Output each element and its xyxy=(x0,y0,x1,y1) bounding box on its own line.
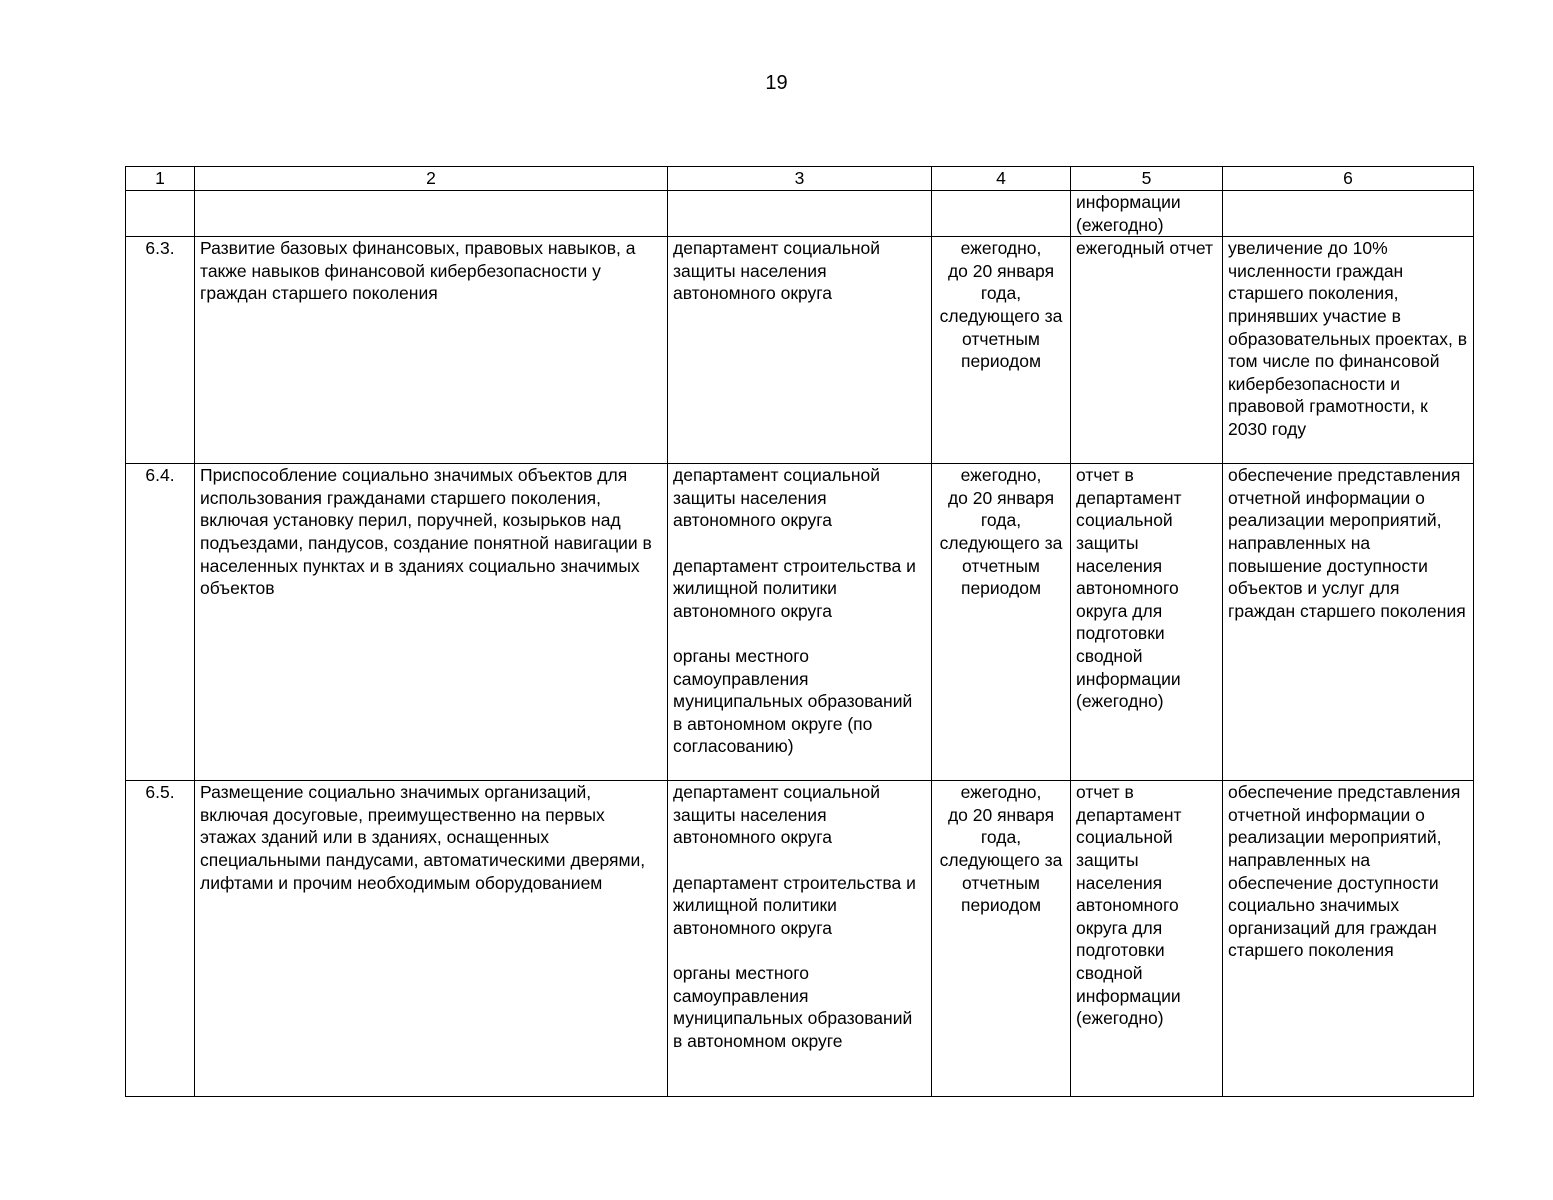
activity-cell xyxy=(195,191,668,237)
executor-cell xyxy=(668,191,932,237)
executor-cell: департамент социальной защиты населения автономного округа департамент строительства и жилищной политики автономного округа органы местного самоуправления муниципальных образований в автономном округе xyxy=(668,781,932,1097)
column-header: 4 xyxy=(932,167,1071,191)
activity-cell: Приспособление социально значимых объектов для использования гражданами старшего поколения, включая установку перил, поручней, козырьков над подъездами, пандусов, создание понятной навигации в населенных пунктах и в зданиях социально значимых объектов xyxy=(195,464,668,781)
deadline-cell: ежегодно, до 20 января года, следующего за отчетным периодом xyxy=(932,464,1071,781)
result-cell xyxy=(1223,191,1474,237)
report-form-cell: информации (ежегодно) xyxy=(1071,191,1223,237)
deadline-cell xyxy=(932,191,1071,237)
column-header: 5 xyxy=(1071,167,1223,191)
report-form-cell: отчет в департамент социальной защиты населения автономного округа для подготовки сводной информации (ежегодно) xyxy=(1071,464,1223,781)
result-cell: обеспечение представления отчетной информации о реализации мероприятий, направленных на повышение доступности объектов и услуг для граждан старшего поколения xyxy=(1223,464,1474,781)
row-number xyxy=(126,191,195,237)
activity-cell: Развитие базовых финансовых, правовых навыков, а также навыков финансовой кибербезопасности у граждан старшего поколения xyxy=(195,237,668,464)
activity-cell: Размещение социально значимых организаций, включая досуговые, преимущественно на первых этажах зданий или в зданиях, оснащенных специальными пандусами, автоматическими дверями, лифтами и прочим необходимым оборудованием xyxy=(195,781,668,1097)
row-number: 6.3. xyxy=(126,237,195,464)
deadline-cell: ежегодно, до 20 января года, следующего за отчетным периодом xyxy=(932,781,1071,1097)
table-row xyxy=(126,237,1474,464)
row-number: 6.5. xyxy=(126,781,195,1097)
result-cell: обеспечение представления отчетной информации о реализации мероприятий, направленных на обеспечение доступности социально значимых организаций для граждан старшего поколения xyxy=(1223,781,1474,1097)
report-form-cell: отчет в департамент социальной защиты населения автономного округа для подготовки сводной информации (ежегодно) xyxy=(1071,781,1223,1097)
deadline-cell: ежегодно, до 20 января года, следующего за отчетным периодом xyxy=(932,237,1071,464)
column-header: 6 xyxy=(1223,167,1474,191)
table-header-row xyxy=(126,167,1474,191)
executor-cell: департамент социальной защиты населения автономного округа xyxy=(668,237,932,464)
measures-table xyxy=(125,166,1474,1097)
result-cell: увеличение до 10% численности граждан старшего поколения, принявших участие в образовательных проектах, в том числе по финансовой кибербезопасности и правовой грамотности, к 2030 году xyxy=(1223,237,1474,464)
executor-cell: департамент социальной защиты населения автономного округа департамент строительства и жилищной политики автономного округа органы местного самоуправления муниципальных образований в автономном округе (по согласованию) xyxy=(668,464,932,781)
page-number: 19 xyxy=(765,72,788,94)
column-header: 3 xyxy=(668,167,932,191)
column-header: 2 xyxy=(195,167,668,191)
table-row xyxy=(126,464,1474,781)
table-row xyxy=(126,191,1474,237)
table-row xyxy=(126,781,1474,1097)
column-header: 1 xyxy=(126,167,195,191)
report-form-cell: ежегодный отчет xyxy=(1071,237,1223,464)
row-number: 6.4. xyxy=(126,464,195,781)
